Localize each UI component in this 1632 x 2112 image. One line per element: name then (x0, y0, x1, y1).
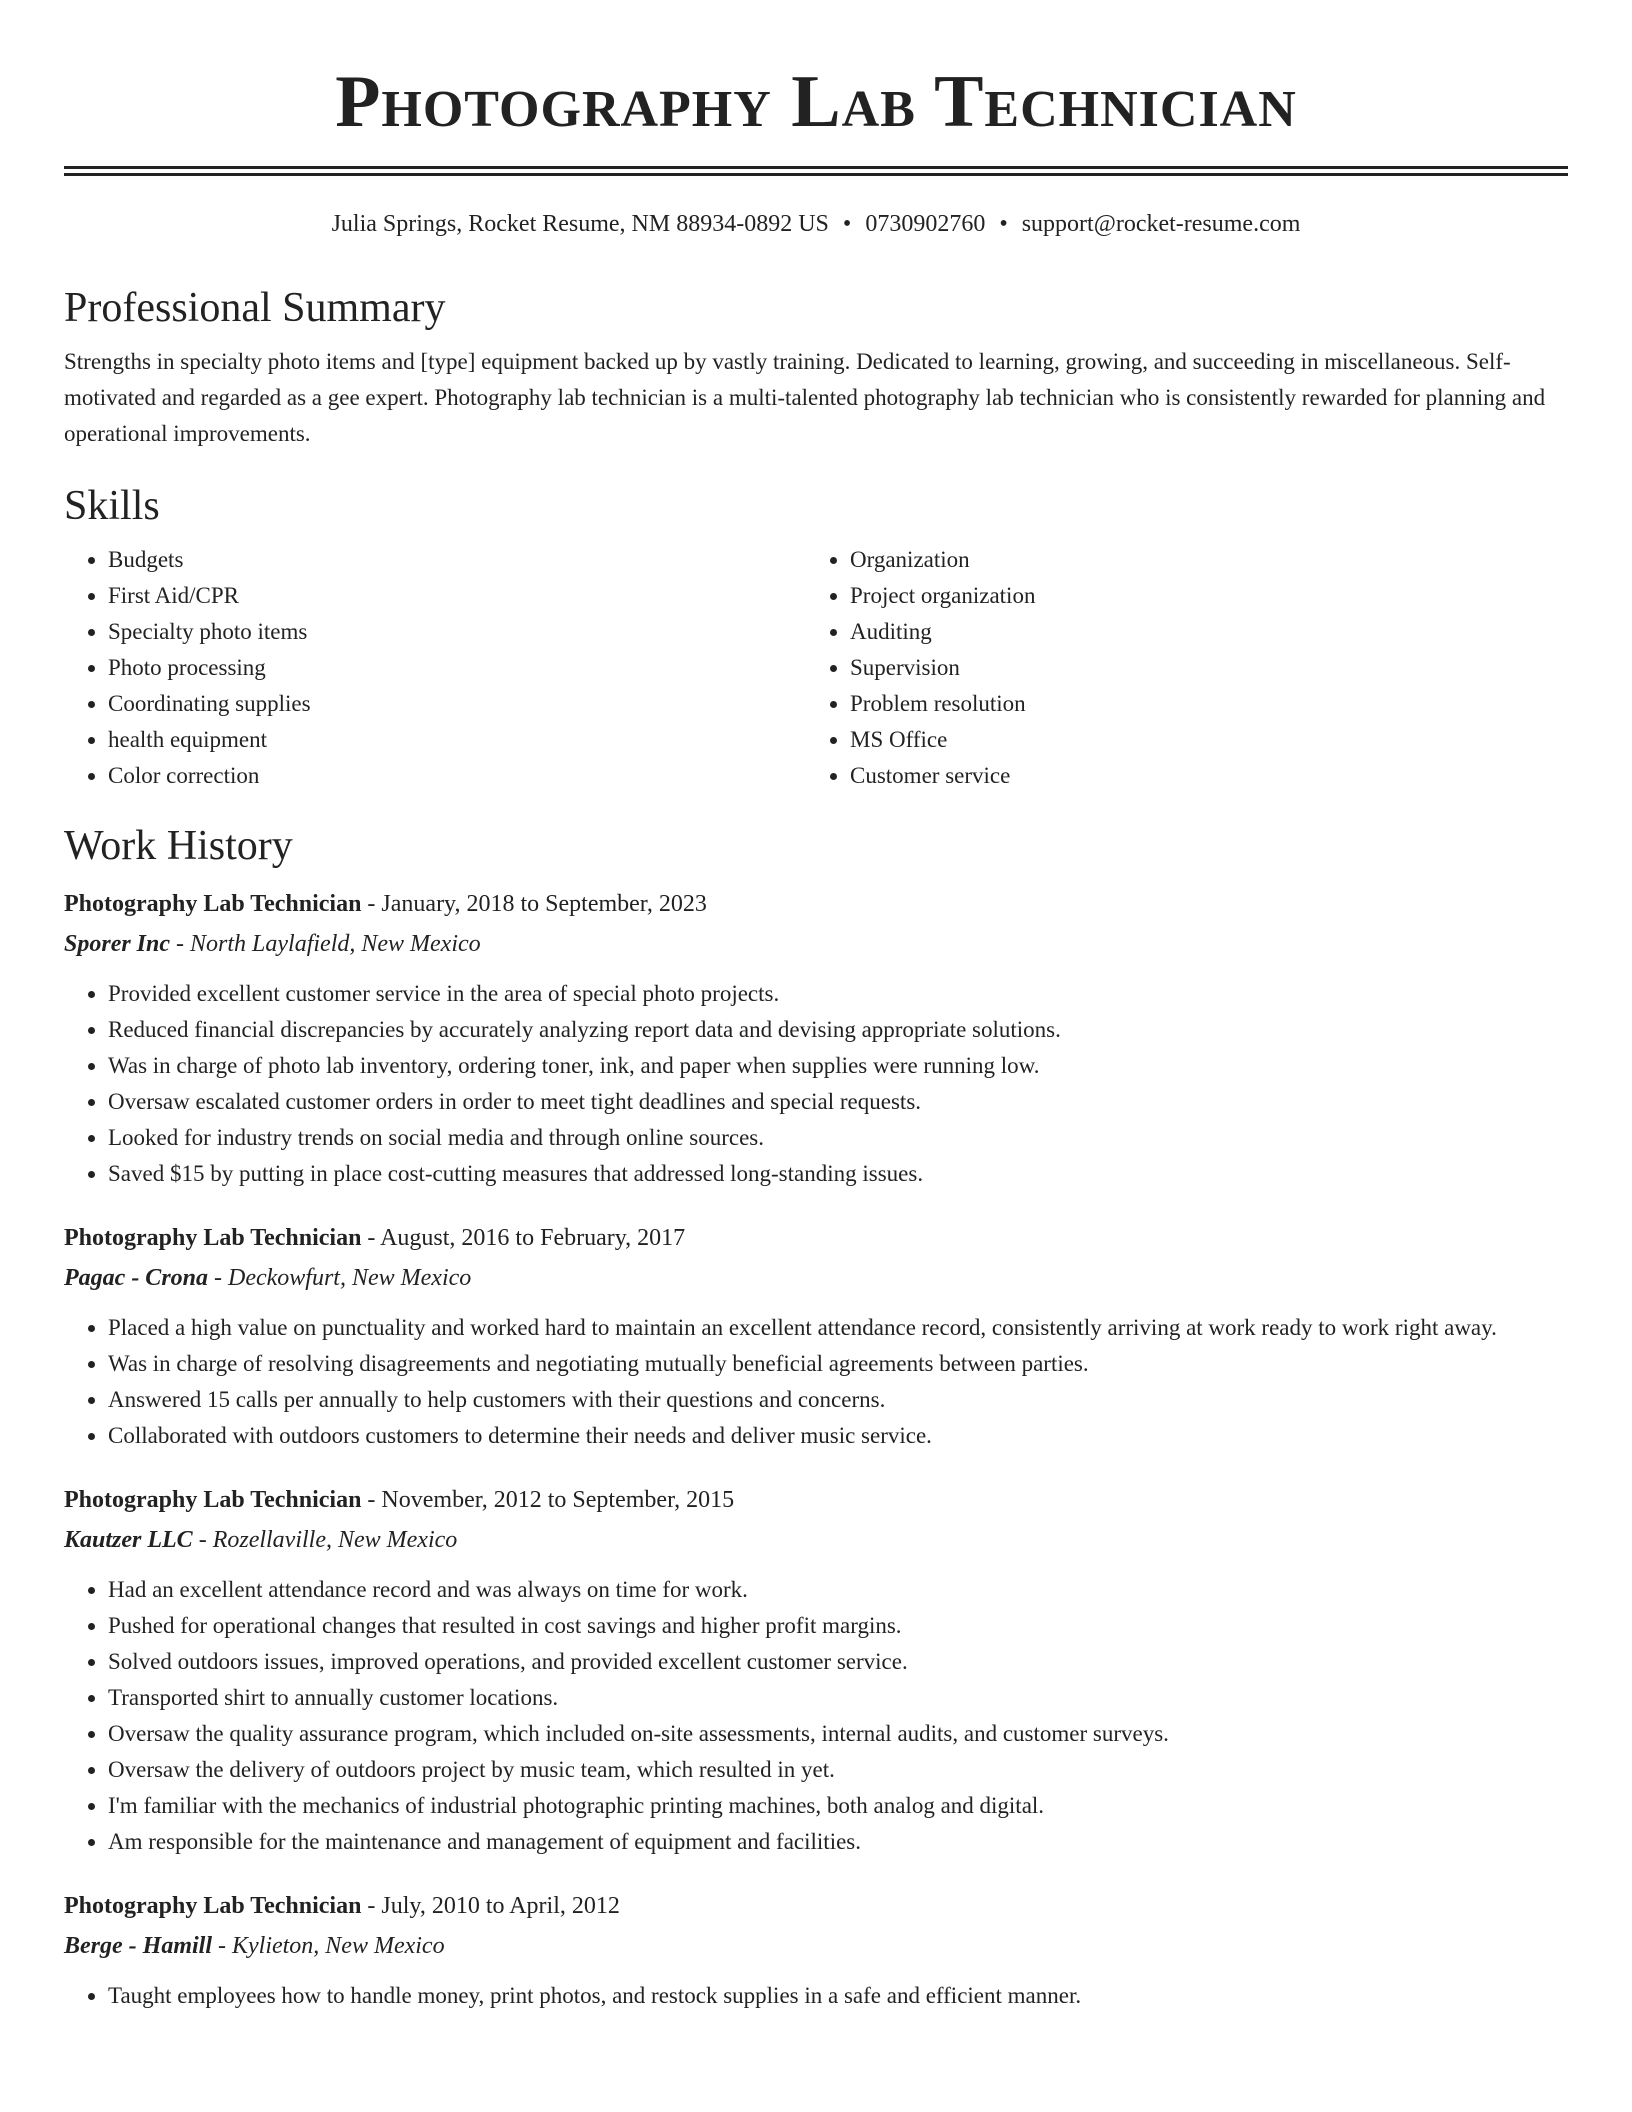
job-title-line (64, 1886, 1568, 1926)
skill-item: • Photo processing (108, 650, 806, 686)
skill-item: • Organization (850, 542, 1548, 578)
job-dash: - (361, 1225, 381, 1251)
job-bullet: • Oversaw escalated customer orders in order to meet tight deadlines and special requests. (108, 1084, 1568, 1120)
job-bullet: • Looked for industry trends on social media and through online sources. (108, 1120, 1568, 1156)
skills-list-left (64, 542, 806, 794)
job-bullet: • Am responsible for the maintenance and management of equipment and facilities. (108, 1824, 1568, 1860)
skill-item: • Project organization (850, 578, 1548, 614)
job-dash: - (170, 931, 191, 957)
skill-item: • MS Office (850, 722, 1548, 758)
job-title-line (64, 1218, 1568, 1258)
job-title: Photography Lab Technician (64, 891, 362, 917)
job-title: Photography Lab Technician (64, 1487, 362, 1513)
job-bullets (64, 1978, 1568, 2014)
job-bullet: • Was in charge of photo lab inventory, ordering toner, ink, and paper when supplies were running low. (108, 1048, 1568, 1084)
job-company-line (64, 1926, 1568, 1966)
job-title: Photography Lab Technician (64, 1893, 362, 1919)
job-entry (64, 884, 1568, 1192)
job-dates: August, 2016 to February, 2017 (380, 1225, 686, 1251)
job-bullet: • Provided excellent customer service in the area of special photo projects. (108, 976, 1568, 1012)
contact-separator: • (999, 211, 1008, 237)
job-company: Berge - Hamill (64, 1933, 212, 1959)
job-bullet: • Placed a high value on punctuality and worked hard to maintain an excellent attendance record, consistently arriving at work ready to work right away. (108, 1310, 1568, 1346)
job-title-line (64, 1480, 1568, 1520)
skill-item: • health equipment (108, 722, 806, 758)
job-entry (64, 1480, 1568, 1860)
job-bullet: • Reduced financial discrepancies by accurately analyzing report data and devising appropriate solutions. (108, 1012, 1568, 1048)
summary-text: Strengths in specialty photo items and [type] equipment backed up by vastly training. Dedicated to learning, growing, and succeeding in miscellaneous. Self-motivated and regarded as a gee expert. Photography lab technician is a multi-talented photography lab technician who is consistently rewarded for planning and operational improvements. (64, 349, 1546, 446)
skill-item: • Coordinating supplies (108, 686, 806, 722)
contact-line (64, 208, 1568, 240)
skill-item: • Auditing (850, 614, 1548, 650)
job-dash: - (211, 1933, 232, 1959)
job-bullet: • Saved $15 by putting in place cost-cutting measures that addressed long-standing issues. (108, 1156, 1568, 1192)
contact-phone: 0730902760 (865, 211, 986, 237)
job-bullets (64, 1310, 1568, 1454)
summary-heading: Professional Summary (64, 285, 446, 331)
job-company-line (64, 1520, 1568, 1560)
skill-item: • Supervision (850, 650, 1548, 686)
job-location: Deckowfurt, New Mexico (228, 1265, 472, 1291)
job-entry (64, 1218, 1568, 1454)
job-dash: - (208, 1265, 228, 1291)
contact-address: Julia Springs, Rocket Resume, NM 88934-0892 US (331, 211, 829, 237)
resume-title: Photography Lab Technician (335, 61, 1297, 143)
job-company: Sporer Inc (64, 931, 171, 957)
job-entry (64, 1886, 1568, 2014)
skill-item: • Specialty photo items (108, 614, 806, 650)
job-company-line (64, 924, 1568, 964)
skill-item: • Color correction (108, 758, 806, 794)
job-bullets (64, 1572, 1568, 1860)
skill-item: • Budgets (108, 542, 806, 578)
job-bullet: • Answered 15 calls per annually to help customers with their questions and concerns. (108, 1382, 1568, 1418)
job-bullet: • Had an excellent attendance record and was always on time for work. (108, 1572, 1568, 1608)
job-bullet: • Collaborated with outdoors customers to determine their needs and deliver music service. (108, 1418, 1568, 1454)
skill-item: • First Aid/CPR (108, 578, 806, 614)
skill-item: • Customer service (850, 758, 1548, 794)
job-bullet: • Taught employees how to handle money, print photos, and restock supplies in a safe and efficient manner. (108, 1978, 1568, 2014)
job-title: Photography Lab Technician (64, 1225, 362, 1251)
job-dates: January, 2018 to September, 2023 (381, 891, 707, 917)
job-bullet: • I'm familiar with the mechanics of industrial photographic printing machines, both analog and digital. (108, 1788, 1568, 1824)
job-title-line (64, 884, 1568, 924)
skills-heading: Skills (64, 483, 160, 529)
job-dash: - (361, 1487, 382, 1513)
job-bullets (64, 976, 1568, 1192)
job-bullet: • Oversaw the quality assurance program, which included on-site assessments, internal audits, and customer surveys. (108, 1716, 1568, 1752)
job-company: Kautzer LLC (64, 1527, 193, 1553)
skill-item: • Problem resolution (850, 686, 1548, 722)
job-bullet: • Pushed for operational changes that resulted in cost savings and higher profit margins. (108, 1608, 1568, 1644)
job-dates: November, 2012 to September, 2015 (381, 1487, 735, 1513)
contact-separator: • (842, 211, 852, 237)
job-company-line (64, 1258, 1568, 1298)
title-double-rule (64, 166, 1568, 176)
skills-columns (64, 542, 1568, 794)
work-history-heading: Work History (64, 823, 293, 869)
job-bullet: • Transported shirt to annually customer locations. (108, 1680, 1568, 1716)
job-bullet: • Solved outdoors issues, improved operations, and provided excellent customer service. (108, 1644, 1568, 1680)
contact-email: support@rocket-resume.com (1021, 211, 1301, 237)
job-location: Kylieton, New Mexico (231, 1933, 445, 1959)
job-dash: - (361, 1893, 382, 1919)
job-location: North Laylafield, New Mexico (190, 931, 481, 957)
skills-list-right (806, 542, 1548, 794)
job-dash: - (192, 1527, 213, 1553)
job-company: Pagac - Crona (64, 1265, 208, 1291)
job-location: Rozellaville, New Mexico (212, 1527, 458, 1553)
job-bullet: • Was in charge of resolving disagreements and negotiating mutually beneficial agreements between parties. (108, 1346, 1568, 1382)
job-bullet: • Oversaw the delivery of outdoors project by music team, which resulted in yet. (108, 1752, 1568, 1788)
job-dash: - (361, 891, 382, 917)
job-dates: July, 2010 to April, 2012 (381, 1893, 620, 1919)
